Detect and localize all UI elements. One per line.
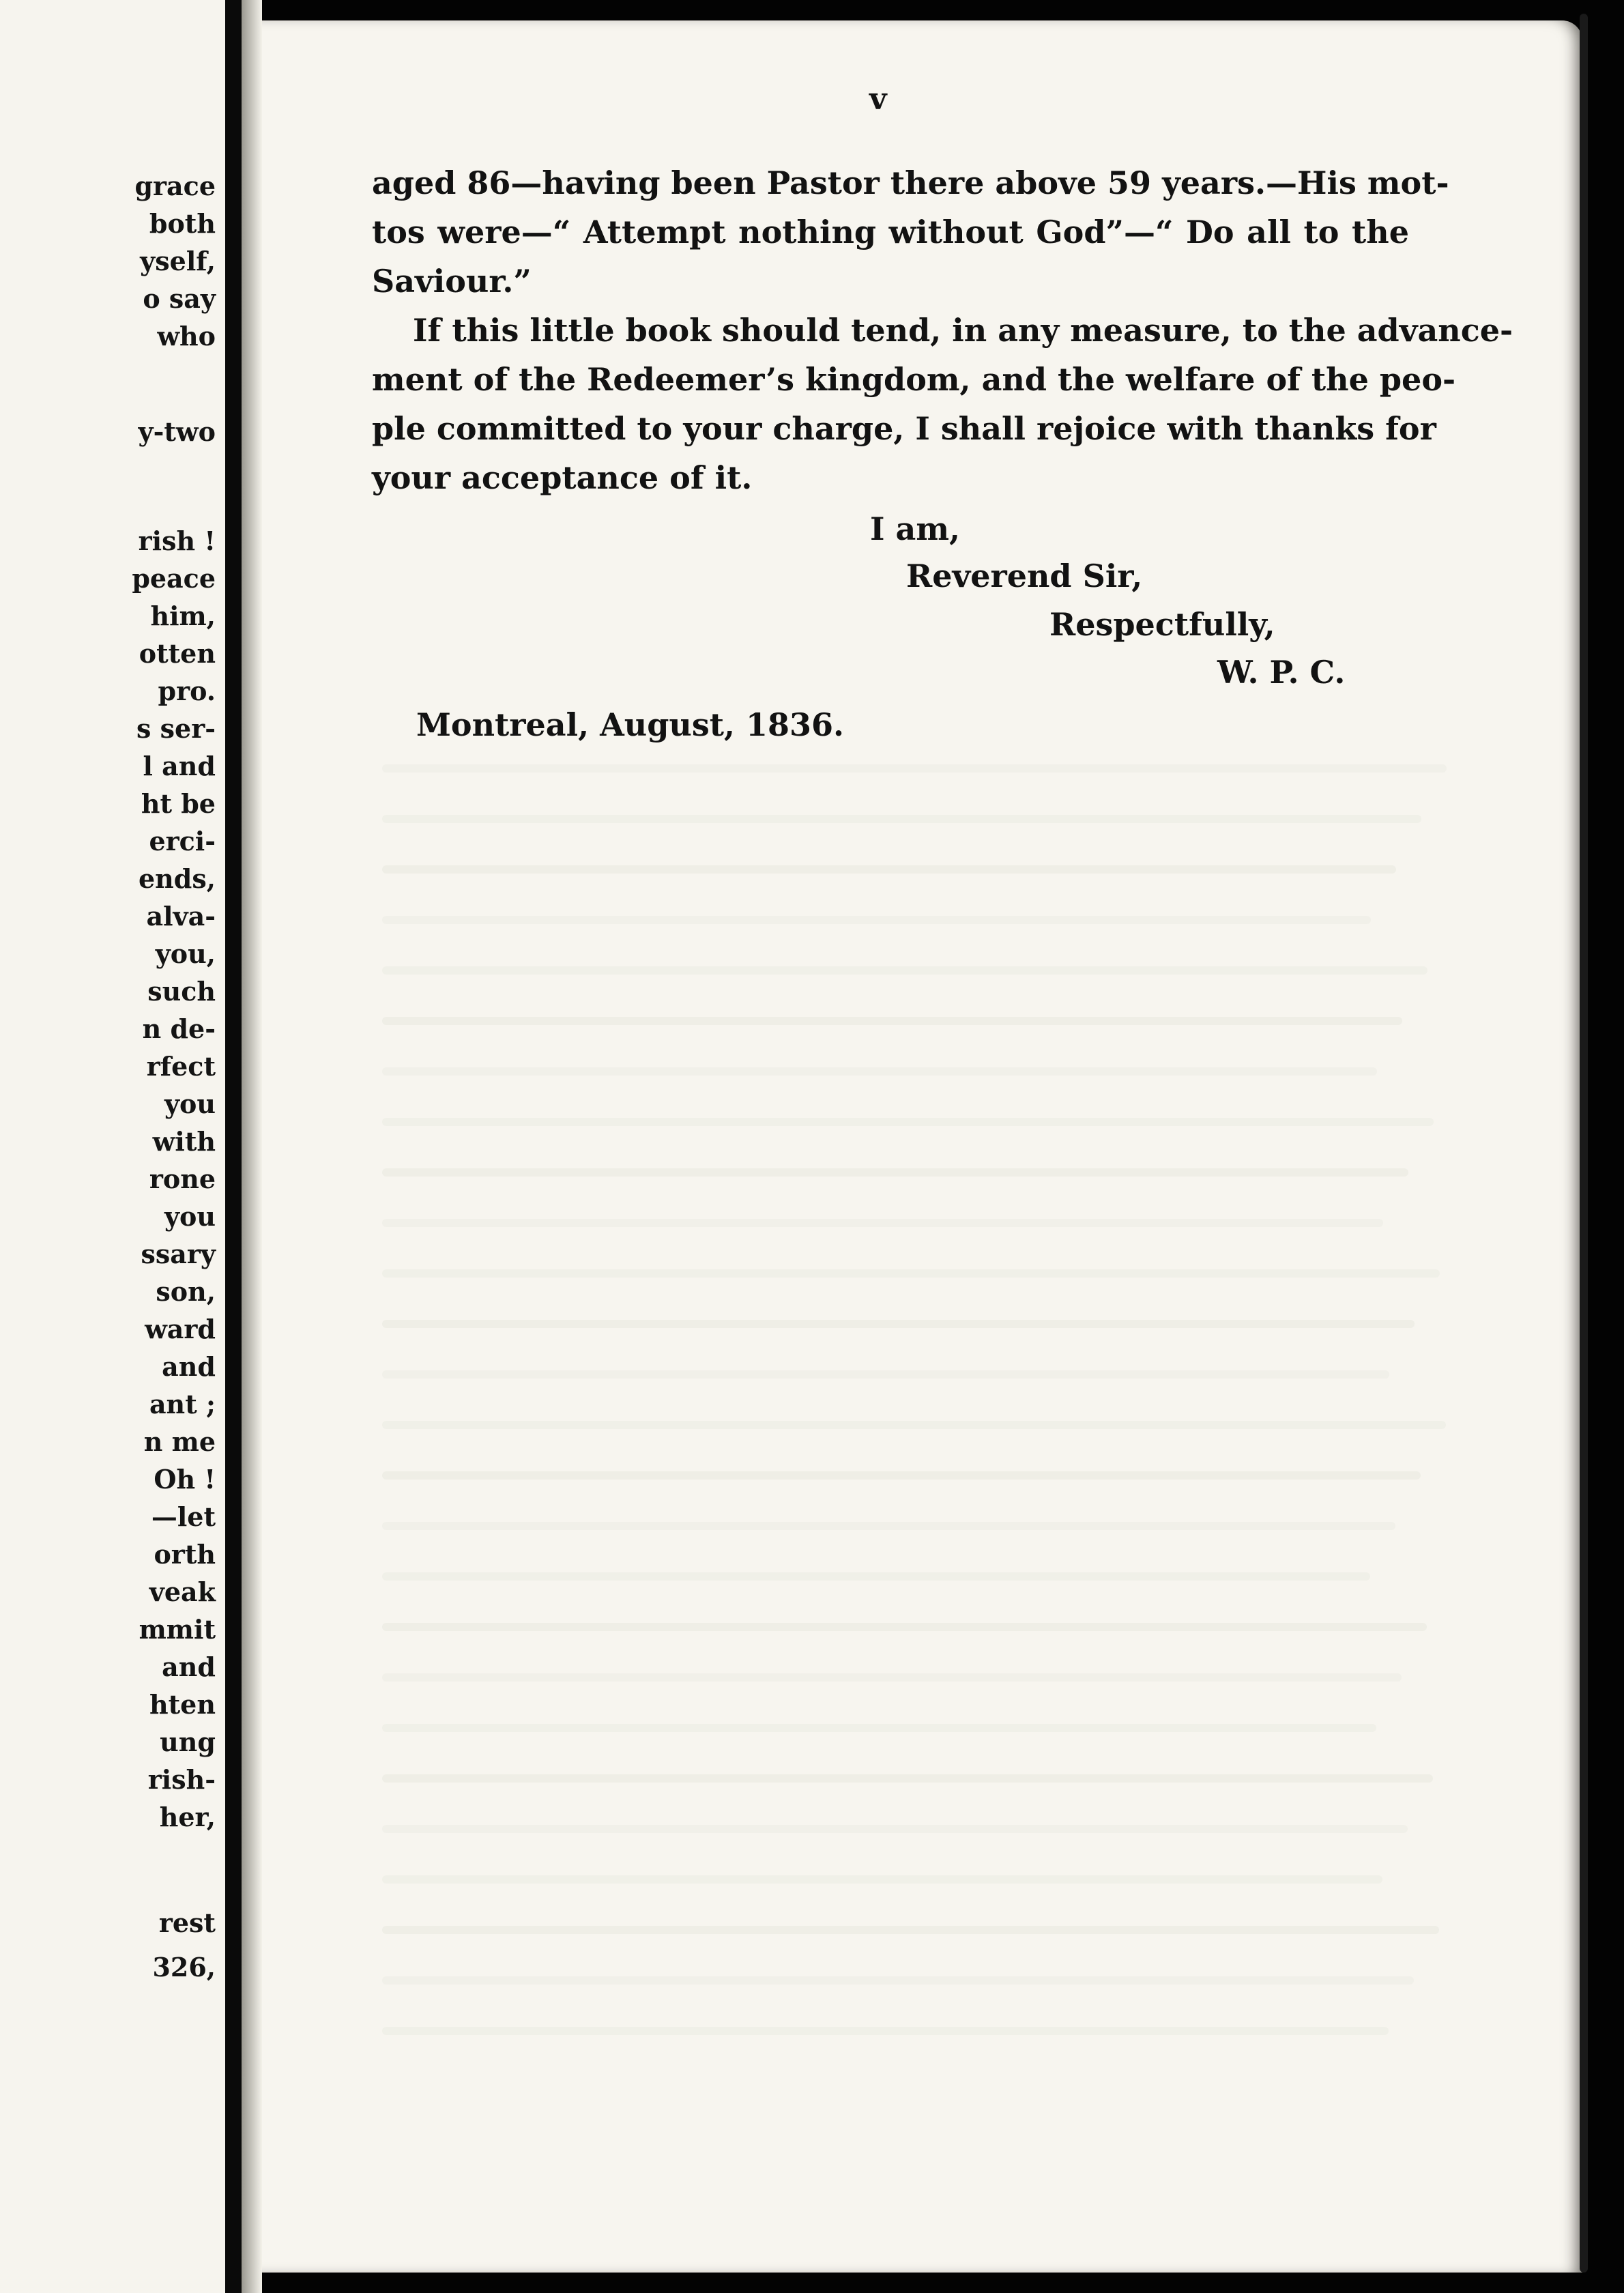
- show-through-line: [382, 1623, 1427, 1631]
- left-page-fragment: rfect: [146, 1051, 216, 1082]
- left-page-fragment: both: [149, 208, 216, 239]
- left-page-fragment: and: [162, 1652, 216, 1682]
- closing-initials: W. P. C.: [1217, 654, 1346, 691]
- left-page-fragment: ung: [160, 1727, 216, 1757]
- left-page-fragment: 326,: [152, 1952, 216, 1982]
- show-through-line: [382, 1219, 1383, 1227]
- show-through-line: [382, 1471, 1421, 1480]
- left-page-fragment: s ser-: [136, 713, 216, 744]
- show-through-line: [382, 1825, 1408, 1833]
- left-page-fragment: ant ;: [149, 1389, 216, 1419]
- left-page-fragment: erci-: [149, 826, 216, 856]
- paragraph-1-line: tos were—“ Attempt nothing without God”—“ Do all to the: [372, 214, 1409, 250]
- paragraph-1-line: aged 86—having been Pastor there above 59 years.—His mot-: [372, 164, 1449, 201]
- left-page-fragment: Oh !: [154, 1464, 216, 1495]
- show-through-line: [382, 865, 1396, 874]
- left-page-fragment: rest: [158, 1907, 216, 1938]
- paragraph-1: [372, 158, 1449, 306]
- left-page-fragment: ht be: [141, 788, 216, 819]
- closing-valediction: Respectfully,: [1049, 606, 1275, 643]
- show-through-line: [382, 1269, 1440, 1278]
- left-page-fragment: ssary: [141, 1239, 216, 1269]
- show-through-line: [382, 1067, 1377, 1076]
- left-page-fragment: ward: [145, 1314, 216, 1344]
- gutter-shadow: [242, 0, 262, 2293]
- show-through-line: [382, 764, 1447, 773]
- left-page-fragment: with: [152, 1126, 216, 1157]
- left-page-fragment: her,: [159, 1802, 216, 1832]
- left-page-fragment: orth: [154, 1539, 216, 1570]
- paragraph-2-line: your acceptance of it.: [372, 459, 753, 496]
- left-page-fragment: ends,: [139, 863, 216, 894]
- left-page-fragment: yself,: [140, 246, 216, 276]
- show-through-line: [382, 1673, 1402, 1682]
- left-page-fragment: pro.: [158, 676, 216, 706]
- left-page-fragment: you: [164, 1088, 216, 1119]
- left-page-fragment: alva-: [146, 901, 216, 932]
- show-through-line: [382, 916, 1371, 924]
- show-through-line: [382, 966, 1427, 975]
- left-page-fragment: —let: [151, 1501, 216, 1532]
- left-page-fragment: son,: [156, 1276, 216, 1307]
- show-through-text: [382, 764, 1447, 2129]
- left-page-fragment: rone: [149, 1164, 216, 1194]
- paragraph-1-line: Saviour.”: [372, 263, 532, 300]
- left-page-fragment: who: [157, 321, 216, 351]
- show-through-line: [382, 1421, 1446, 1429]
- show-through-line: [382, 815, 1421, 823]
- paragraph-2-line: ment of the Redeemer’s kingdom, and the welfare of the peo-: [372, 361, 1456, 398]
- show-through-line: [382, 1522, 1395, 1530]
- show-through-line: [382, 1774, 1433, 1783]
- left-page-fragment: him,: [150, 601, 216, 631]
- page-number: v: [869, 82, 887, 117]
- place-and-date: Montreal, August, 1836.: [416, 706, 845, 743]
- show-through-line: [382, 1370, 1389, 1379]
- paragraph-2-line: If this little book should tend, in any measure, to the advance-: [413, 312, 1513, 349]
- left-page-fragment: hten: [149, 1689, 216, 1720]
- left-page-fragment: grace: [134, 171, 216, 201]
- left-page-fragment: you: [164, 1201, 216, 1232]
- show-through-line: [382, 1118, 1434, 1126]
- left-page-fragment: veak: [149, 1576, 216, 1607]
- left-page-fragment: otten: [139, 638, 216, 669]
- left-page-fragment: o say: [143, 283, 216, 314]
- show-through-line: [382, 1926, 1439, 1934]
- show-through-line: [382, 1724, 1376, 1732]
- left-page-fragment: y-two: [138, 416, 216, 447]
- left-page-fragment: and: [162, 1351, 216, 1382]
- show-through-line: [382, 1976, 1414, 1985]
- left-page-fragment: n de-: [142, 1013, 216, 1044]
- page-edge: [1580, 14, 1588, 2273]
- show-through-line: [382, 1572, 1370, 1581]
- left-page-fragment: rish !: [138, 525, 216, 556]
- show-through-line: [382, 1875, 1382, 1884]
- paragraph-2: [372, 306, 1513, 502]
- show-through-line: [382, 1168, 1408, 1177]
- left-page-fragment: n me: [143, 1426, 216, 1457]
- left-page-fragment: rish-: [147, 1764, 216, 1795]
- closing-i-am: I am,: [870, 510, 961, 547]
- book-gutter: [225, 0, 242, 2293]
- left-page-fragment: such: [147, 976, 216, 1007]
- show-through-line: [382, 2027, 1389, 2035]
- show-through-line: [382, 1017, 1402, 1025]
- left-page: [0, 0, 225, 2293]
- paragraph-2-line: ple committed to your charge, I shall rejoice with thanks for: [372, 410, 1436, 447]
- left-page-fragment: l and: [143, 751, 216, 781]
- show-through-line: [382, 1320, 1415, 1328]
- closing-salutation: Reverend Sir,: [906, 558, 1143, 594]
- left-page-fragment: peace: [132, 563, 216, 594]
- left-page-fragment: you,: [155, 938, 216, 969]
- left-page-fragment: mmit: [139, 1614, 216, 1645]
